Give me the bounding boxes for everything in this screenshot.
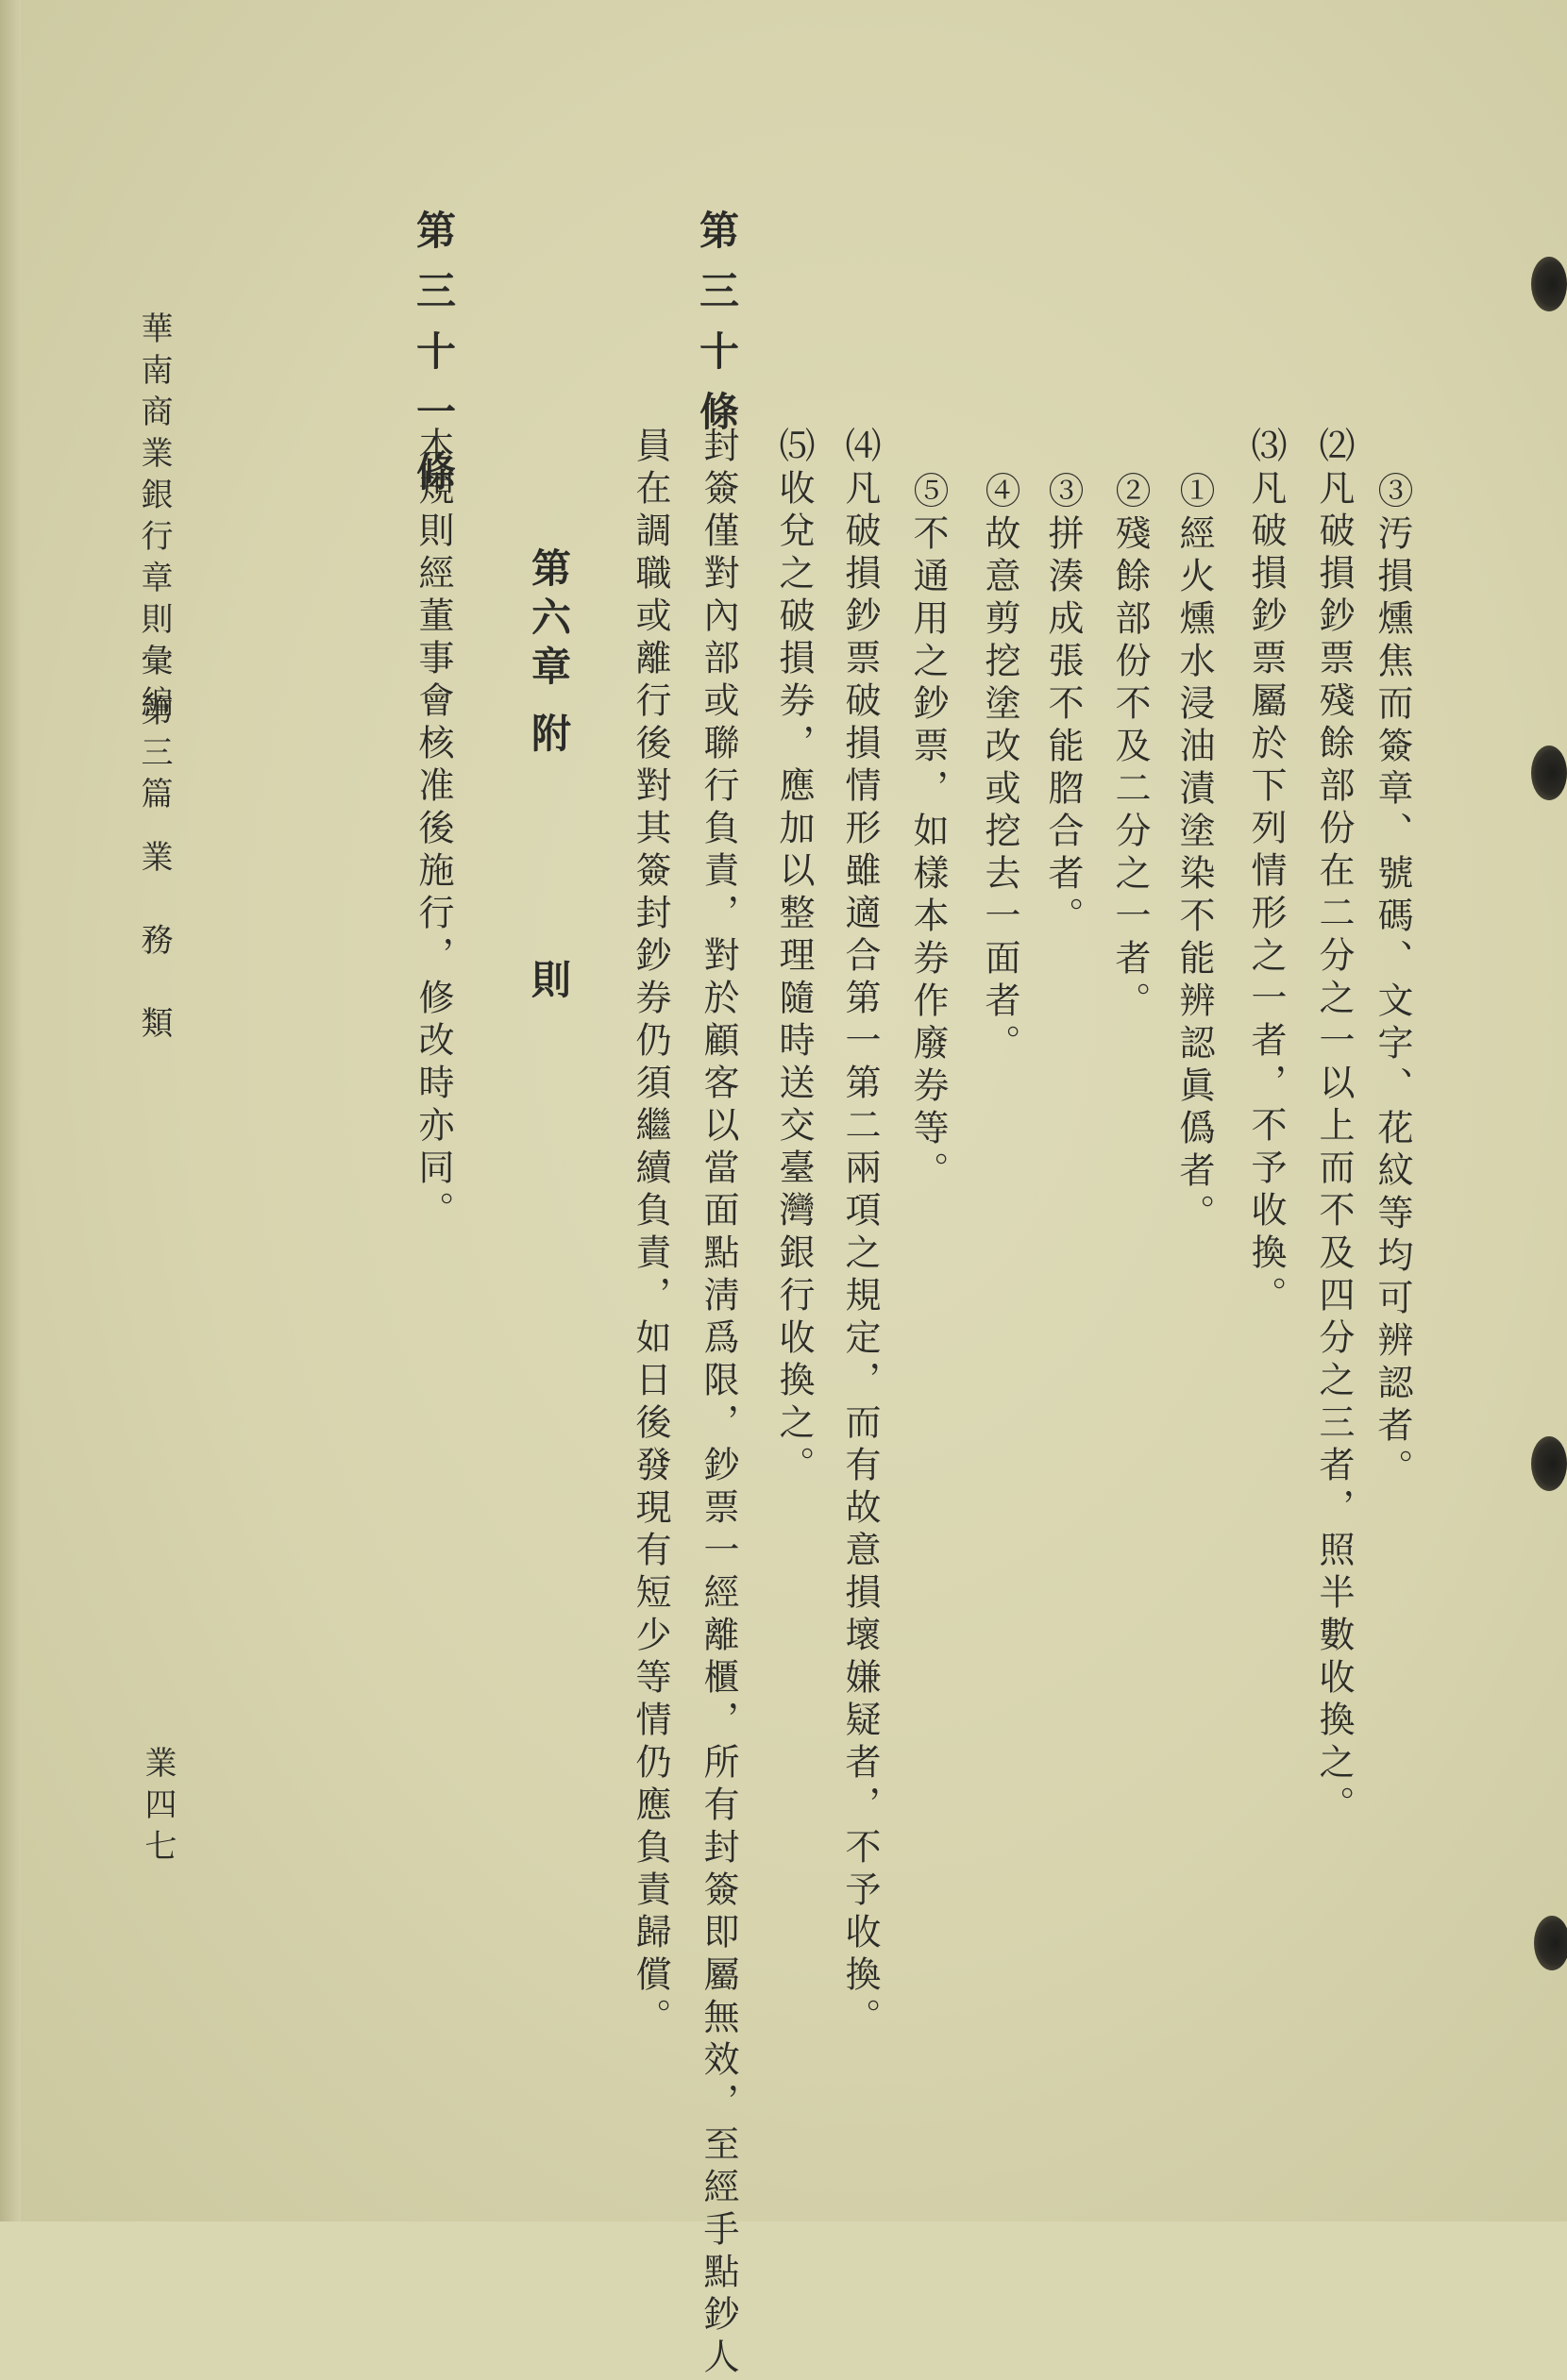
text-column-1: ③汚損燻焦而簽章、號碼、文字、花紋等均可辨認者。	[1372, 472, 1413, 1491]
text-column-7: ④故意剪挖塗改或挖去一面者。	[979, 472, 1020, 1066]
text-column-13: 本規則經董事會核准後施行，修改時亦同。	[413, 427, 454, 1233]
punch-hole	[1531, 257, 1567, 311]
text-column-10: ⑸收兌之破損券，應加以整理隨時送交臺灣銀行收換之。	[773, 427, 815, 1488]
binding-edge	[0, 0, 21, 2221]
text-column-6: ③拼湊成張不能脗合者。	[1042, 472, 1084, 939]
text-column-11: 封簽僅對內部或聯行負責，對於顧客以當面點淸爲限，鈔票一經離櫃，所有封簽即屬無效，至經手點鈔人	[698, 427, 739, 2380]
text-column-9: ⑷凡破損鈔票破損情形雖適合第一第二兩項之規定，而有故意損壞嫌疑者，不予收換。	[839, 427, 881, 2040]
category-label: 業 務 類	[135, 840, 173, 1048]
punch-hole	[1531, 746, 1567, 800]
text-column-5: ②殘餘部份不及二分之一者。	[1109, 472, 1151, 1024]
punch-hole	[1531, 1436, 1567, 1491]
article-30-title: 第三十條	[694, 210, 740, 451]
part-label: 第三篇	[135, 694, 173, 818]
text-column-8: ⑤不通用之鈔票，如樣本券作廢券等。	[907, 472, 949, 1194]
text-column-2: ⑵凡破損鈔票殘餘部份在二分之一以上而不及四分之三者，照半數收換之。	[1313, 427, 1355, 1828]
text-column-4: ①經火燻水浸油漬塗染不能辨認眞僞者。	[1173, 472, 1215, 1236]
book-title: 華南商業銀行章則彙編	[135, 311, 173, 727]
text-column-12: 員在調職或離行後對其簽封鈔券仍須繼續負責，如日後發現有短少等情仍應負責歸償。	[630, 427, 671, 2040]
chapter-6-title: 第六章	[526, 547, 572, 695]
chapter-6-name-2: 則	[526, 959, 572, 1008]
chapter-6-name-1: 附	[526, 712, 572, 762]
page-number: 業四七	[139, 1746, 177, 1870]
text-column-3: ⑶凡破損鈔票屬於下列情形之一者，不予收換。	[1245, 427, 1287, 1318]
article-31-title: 第三十一條	[411, 210, 457, 511]
punch-hole	[1534, 1916, 1567, 1970]
